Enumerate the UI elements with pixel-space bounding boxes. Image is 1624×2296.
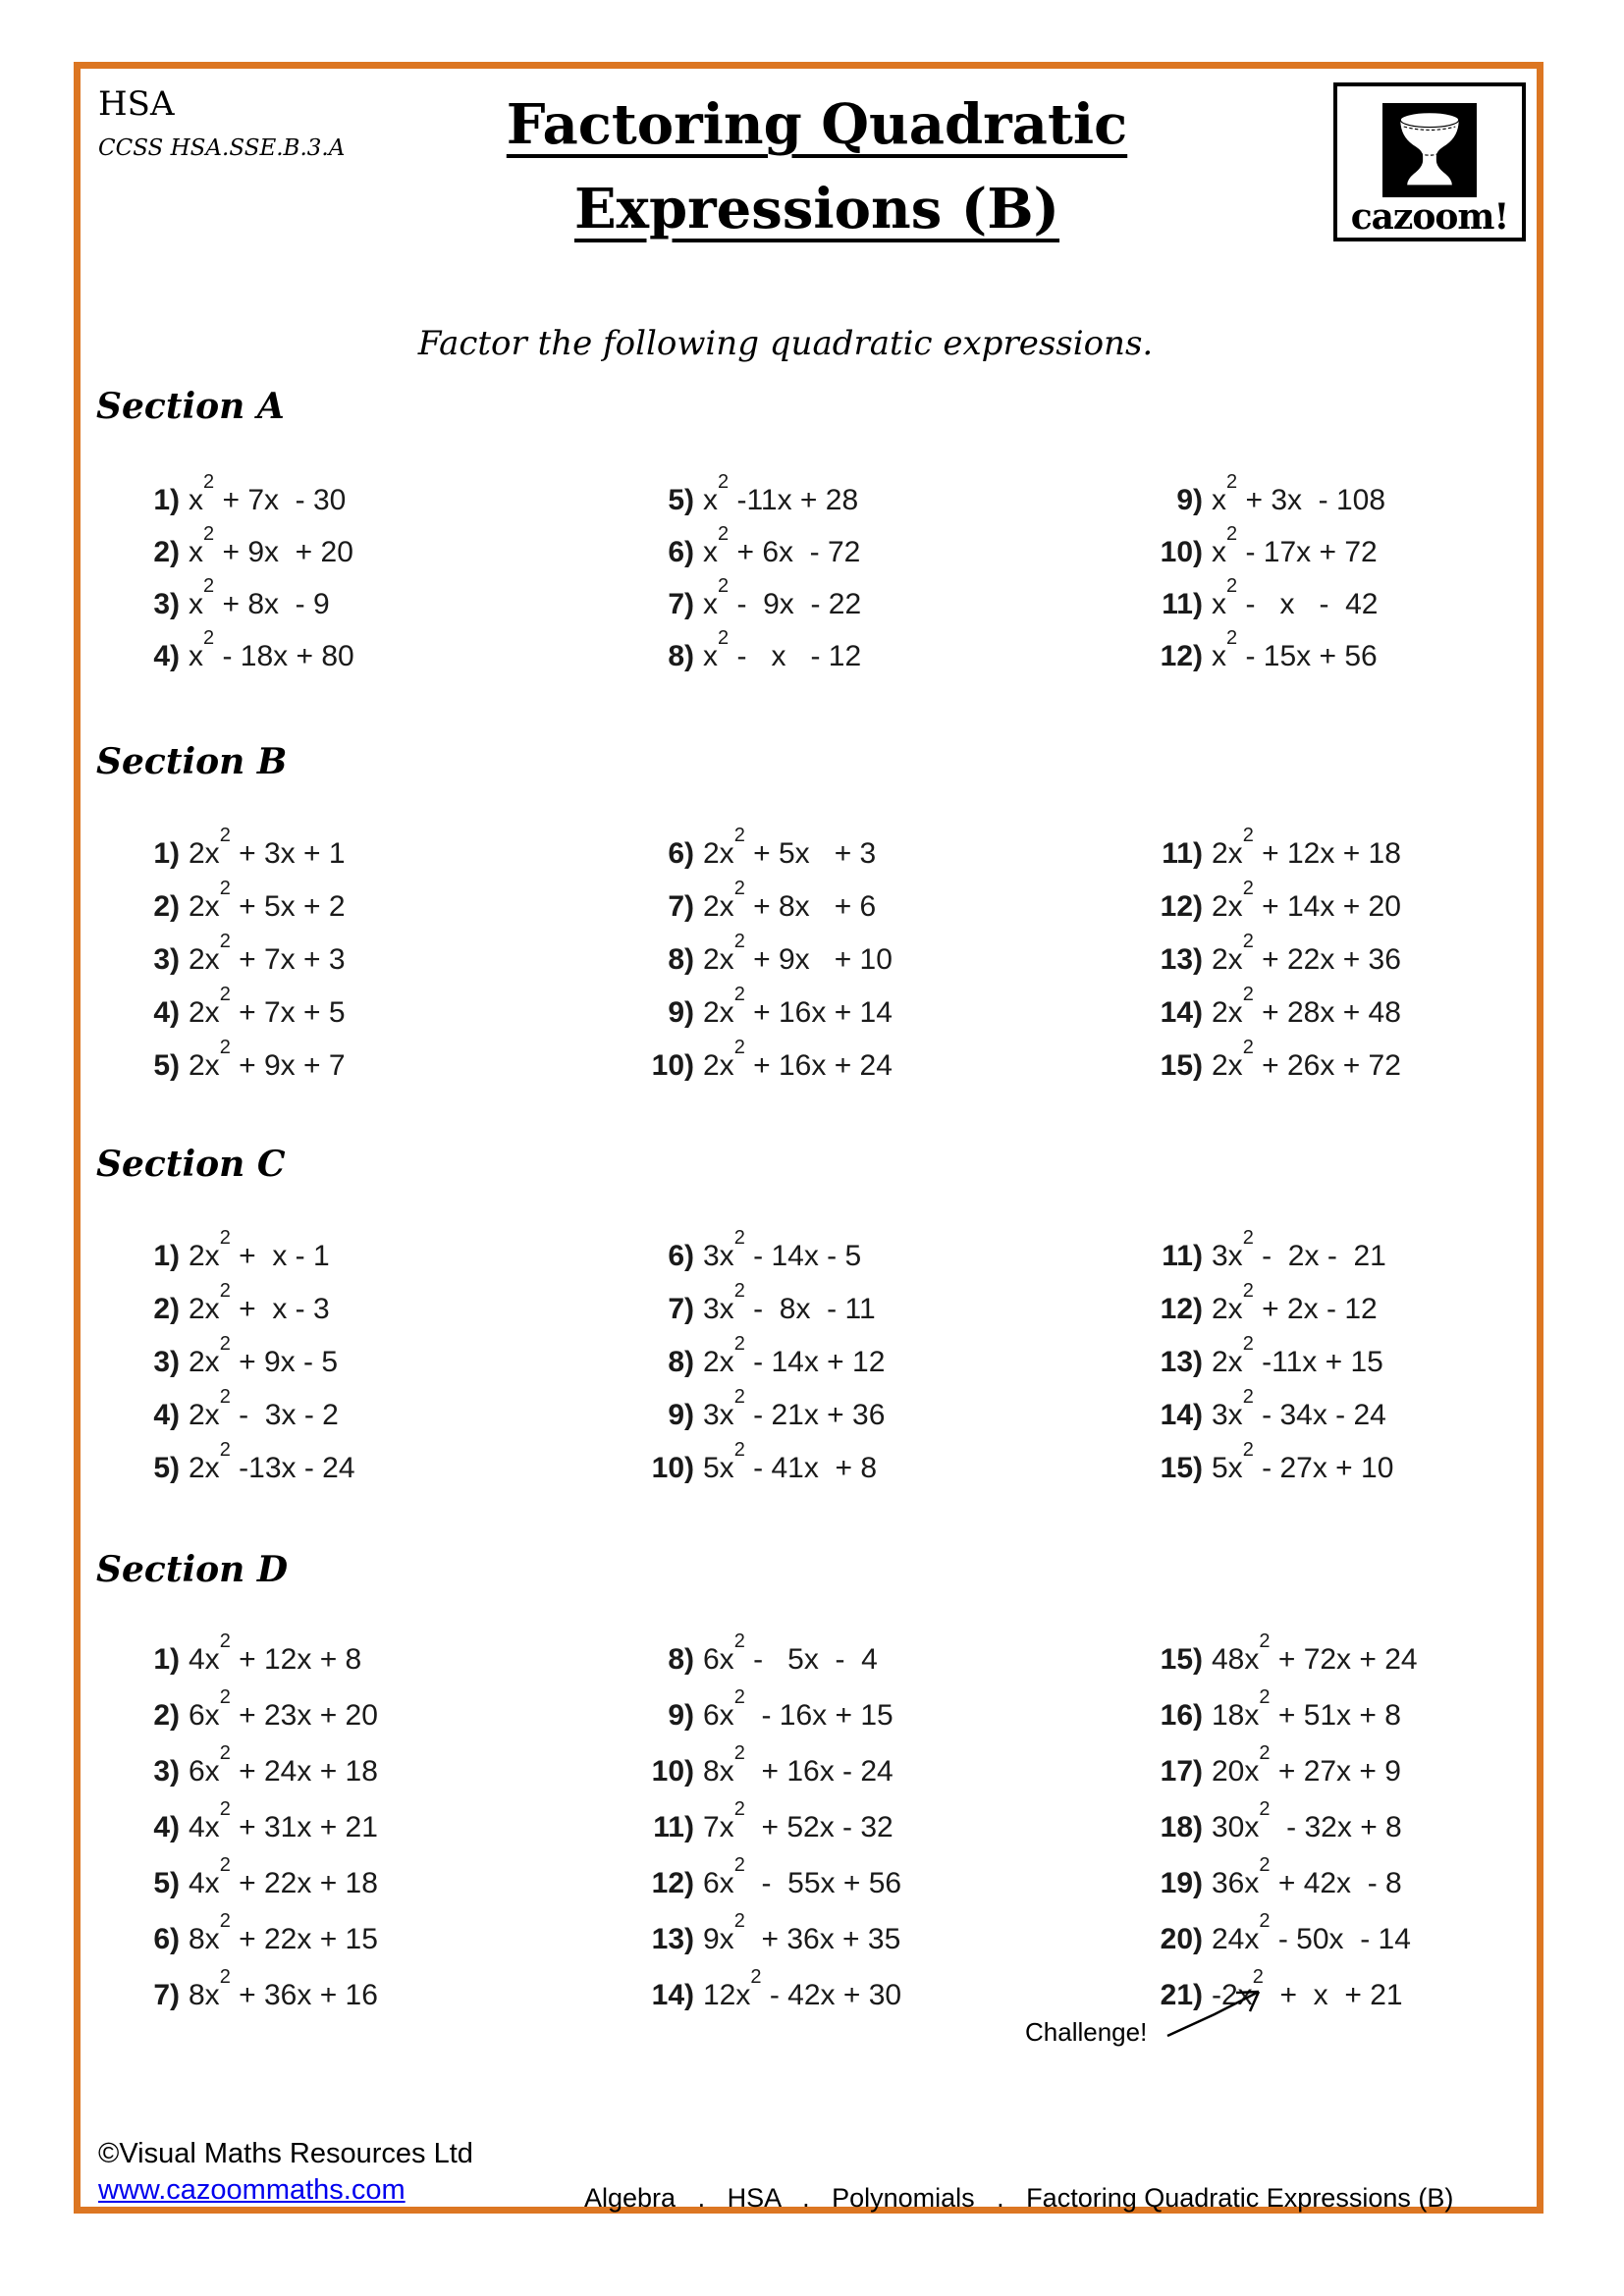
question-item [101,1910,378,1979]
question-expression: $6x^2 - 55x + 56$ [703,1854,902,1899]
question-item [616,1854,902,1923]
question-number: 3) [153,1346,180,1378]
question-expression: $x^2$ - x - 42 [1212,575,1379,620]
question-number: 6) [668,837,694,870]
copyright-text: ©Visual Maths Resources Ltd [98,2138,473,2169]
question-number: 12) [651,1867,694,1899]
question-number: 5) [153,1049,180,1082]
question-number: 10) [651,1049,694,1082]
question-column [101,471,354,692]
question-item [101,627,354,692]
question-number: 4) [153,996,180,1029]
question-number: 2) [153,1293,180,1325]
question-number: 6) [153,1923,180,1955]
question-column [101,1630,378,2035]
question-number: 15) [1160,1049,1203,1082]
question-number: 1) [153,837,180,870]
question-item [616,1386,886,1452]
question-item [616,1227,885,1293]
question-column [1124,1630,1418,2035]
question-item [616,1686,901,1755]
question-number: 3) [153,588,180,620]
question-number: 3) [153,1755,180,1788]
question-item [1124,575,1385,640]
question-item [1124,1386,1393,1452]
question-expression: $3x^2 - 21x + 36$ [703,1386,886,1431]
question-number: 13) [1160,943,1203,976]
question-expression: $2x^2 + 16x + 24$ [703,1037,893,1082]
question-number: 5) [153,1452,180,1484]
question-number: 11) [1162,1240,1203,1272]
question-expression: $2x^2 + 26x + 72$ [1212,1037,1401,1082]
question-item [616,1630,901,1699]
question-item [101,1630,378,1699]
question-item [101,1798,378,1867]
question-number: 10) [651,1755,694,1788]
breadcrumb: Algebra . HSA . Polynomials . Factoring Quadratic Expressions (B) [584,2183,1454,2213]
question-expression: $8x^2 + 22x + 15$ [189,1910,378,1955]
question-expression: $6x^2 - 16x + 15$ [703,1686,893,1732]
question-expression: $2x^2 + 8x + 6$ [703,878,877,923]
question-number: 6) [668,536,694,568]
question-expression: $2x^2 + 12x + 18$ [1212,825,1401,870]
question-expression: $2x^2 + 3x + 1$ [189,825,346,870]
question-expression: $4x^2 + 22x + 18$ [189,1854,378,1899]
question-item [616,984,893,1049]
question-expression: $2x^2 + x - 3$ [189,1280,330,1325]
question-number: 1) [153,1240,180,1272]
question-item [1124,1742,1418,1811]
question-expression: $x^2 - 9x - 22$ [703,575,862,620]
worksheet-title [321,82,1313,251]
question-item [1124,1439,1394,1505]
question-number: 9) [668,1399,694,1431]
question-expression: $3x^2 - 8x - 11$ [703,1280,876,1325]
question-expression: $x^2 - 15x + 56$ [1212,627,1378,672]
question-expression: $2x^2 - 14x + 12$ [703,1333,886,1378]
question-number: 5) [153,1867,180,1899]
question-expression: $7x^2 + 52x - 32$ [703,1798,893,1843]
question-item [616,1439,885,1505]
question-item [1124,1686,1418,1755]
question-item [1124,1333,1393,1399]
question-item [101,1037,346,1102]
question-number: 13) [1160,1346,1203,1378]
question-item [616,471,861,536]
question-column [1124,1227,1394,1505]
question-expression: $2x^2 + 9x + 7$ [189,1037,346,1082]
question-expression: $2x^2$ -13x - 24 [189,1439,355,1484]
question-number: 8) [668,1643,694,1676]
question-number: 11) [1162,588,1203,620]
section-heading: Section D [96,1549,289,1590]
question-expression: $5x^2 - 27x + 10$ [1212,1439,1394,1484]
question-expression: $2x^2 - 3x - 2$ [189,1386,339,1431]
question-number: 1) [153,1643,180,1676]
question-expression: $20x^2 + 27x + 9$ [1212,1742,1401,1788]
question-expression: $2x^2 + 16x + 14$ [703,984,893,1029]
question-expression: $2x^2 + 2x - 12$ [1212,1280,1378,1325]
question-column [101,825,346,1102]
question-number: 5) [668,484,694,516]
question-number: 7) [668,588,694,620]
question-item [101,575,354,640]
question-item [1124,931,1401,996]
question-number: 7) [668,1293,694,1325]
question-expression: $x^2 + 8x - 9$ [189,575,330,620]
question-number: 21) [1160,1979,1203,2011]
question-number: 9) [668,1699,694,1732]
question-item [616,575,862,640]
ccss-standard: CCSS HSA.SSE.B.3.A [98,135,346,161]
question-number: 11) [1162,837,1203,870]
question-item [1124,627,1385,692]
question-number: 2) [153,536,180,568]
question-expression: $x^2 + 9x + 20$ [189,523,353,568]
question-item [1124,1798,1418,1867]
question-expression: $3x^2 - 14x - 5$ [703,1227,862,1272]
question-expression: $x^2 - 17x + 72$ [1212,523,1378,568]
challenge-label: Challenge! [1025,2017,1148,2047]
question-number: 12) [1160,640,1203,672]
question-item [101,523,354,588]
question-expression: $2x^2 + 9x + 10$ [703,931,893,976]
question-number: 18) [1160,1811,1203,1843]
question-column [616,1227,886,1505]
section-heading: Section C [96,1144,286,1185]
question-expression: $-2x^2 + x + 21$ [1212,1966,1403,2011]
section-heading: Section B [96,741,288,782]
challenge-arrow-icon [1164,1983,1276,2044]
question-expression: $48x^2 + 72x + 24$ [1212,1630,1418,1676]
question-number: 7) [153,1979,180,2011]
question-number: 19) [1160,1867,1203,1899]
question-expression: $x^2$ -11x + 28 [703,471,859,516]
question-expression: $6x^2 + 24x + 18$ [189,1742,378,1788]
question-number: 15) [1160,1643,1203,1676]
question-expression: $2x^2 + 22x + 36$ [1212,931,1401,976]
question-number: 1) [153,484,180,516]
question-number: 3) [153,943,180,976]
question-expression: $9x^2 + 36x + 35$ [703,1910,901,1955]
title-line-1: Factoring Quadratic [506,92,1128,157]
question-number: 20) [1160,1923,1203,1955]
question-item [616,1798,901,1867]
question-item [616,1742,901,1811]
question-number: 14) [1160,996,1203,1029]
question-item [101,1966,378,2035]
question-item [616,1280,885,1346]
question-item [616,1333,886,1399]
website-link[interactable]: www.cazoommaths.com [98,2174,406,2206]
question-expression: $18x^2 + 51x + 8$ [1212,1686,1401,1732]
question-number: 4) [153,1811,180,1843]
section-heading: Section A [96,386,285,427]
question-expression: $2x^2$ -11x + 15 [1212,1333,1383,1378]
question-item [1124,1910,1418,1979]
question-column [101,1227,355,1505]
question-expression: $4x^2 + 12x + 8$ [189,1630,362,1676]
question-item [616,627,862,692]
question-number: 4) [153,1399,180,1431]
question-number: 17) [1160,1755,1203,1788]
question-expression: $8x^2 + 36x + 16$ [189,1966,378,2011]
question-number: 6) [668,1240,694,1272]
question-number: 8) [668,1346,694,1378]
question-expression: $5x^2 - 41x + 8$ [703,1439,878,1484]
question-expression: $8x^2 + 16x - 24$ [703,1742,893,1788]
question-number: 10) [1160,536,1203,568]
question-expression: $2x^2 + 28x + 48$ [1212,984,1401,1029]
question-item [101,471,354,536]
question-expression: $6x^2 + 23x + 20$ [189,1686,378,1732]
question-number: 16) [1160,1699,1203,1732]
question-expression: $2x^2 + 9x - 5$ [189,1333,339,1378]
question-item [1124,1227,1393,1293]
question-item [1124,984,1401,1049]
question-expression: $4x^2 + 31x + 21$ [189,1798,378,1843]
question-item [1124,1854,1418,1923]
question-number: 15) [1160,1452,1203,1484]
question-item [1124,878,1401,943]
course-code: HSA [98,84,175,124]
question-item [616,931,893,996]
question-expression: $2x^2 + 5x + 2$ [189,878,346,923]
question-expression: $6x^2 - 5x - 4$ [703,1630,878,1676]
worksheet-instruction: Factor the following quadratic expressions. [417,324,1154,363]
question-expression: $36x^2 + 42x - 8$ [1212,1854,1402,1899]
question-number: 14) [651,1979,694,2011]
question-expression: $3x^2 - 34x - 24$ [1212,1386,1386,1431]
question-expression: $x^2 + 6x - 72$ [703,523,861,568]
question-expression: $x^2$ - x - 12 [703,627,862,672]
question-item [616,1966,902,2035]
question-item [1124,825,1401,890]
question-expression: $2x^2 + 7x + 5$ [189,984,346,1029]
question-expression: $2x^2 + x - 1$ [189,1227,330,1272]
question-number: 13) [651,1923,694,1955]
question-expression: $x^2 + 7x - 30$ [189,471,347,516]
question-item [616,878,893,943]
question-column [616,471,862,692]
title-line-2: Expressions (B) [573,177,1060,241]
question-expression: $24x^2 - 50x - 14$ [1212,1910,1411,1955]
question-number: 4) [153,640,180,672]
question-number: 12) [1160,890,1203,923]
question-number: 8) [668,640,694,672]
question-item [616,825,893,890]
question-expression: $2x^2 + 14x + 20$ [1212,878,1401,923]
question-expression: $2x^2 + 5x + 3$ [703,825,877,870]
question-item [101,1854,378,1923]
question-number: 2) [153,1699,180,1732]
question-column [1124,825,1401,1102]
question-expression: $2x^2 + 7x + 3$ [189,931,346,976]
question-number: 10) [651,1452,694,1484]
question-expression: $x^2 - 18x + 80$ [189,627,354,672]
question-item [101,1742,378,1811]
question-item [101,1439,355,1505]
question-expression: $x^2 + 3x - 108$ [1212,471,1386,516]
question-expression: $3x^2 - 2x - 21$ [1212,1227,1386,1272]
cazoom-logo [1333,82,1526,241]
question-number: 8) [668,943,694,976]
question-expression: $12x^2 - 42x + 30$ [703,1966,902,2011]
question-item [1124,1037,1401,1102]
question-item [101,1686,378,1755]
logo-wordmark: cazoom! [1350,196,1509,238]
question-column [1124,471,1386,692]
question-number: 7) [668,890,694,923]
question-number: 9) [668,996,694,1029]
question-column [616,1630,902,2035]
question-item [1124,1630,1418,1699]
question-item [1124,523,1385,588]
question-item [1124,471,1386,536]
djembe-drum-icon [1382,103,1477,197]
question-item [616,523,861,588]
question-number: 14) [1160,1399,1203,1431]
question-number: 12) [1160,1293,1203,1325]
question-number: 9) [1176,484,1203,516]
question-number: 2) [153,890,180,923]
question-item [1124,1280,1393,1346]
question-column [616,825,893,1102]
question-expression: $30x^2 - 32x + 8$ [1212,1798,1402,1843]
question-item [616,1037,893,1102]
question-number: 11) [653,1811,694,1843]
